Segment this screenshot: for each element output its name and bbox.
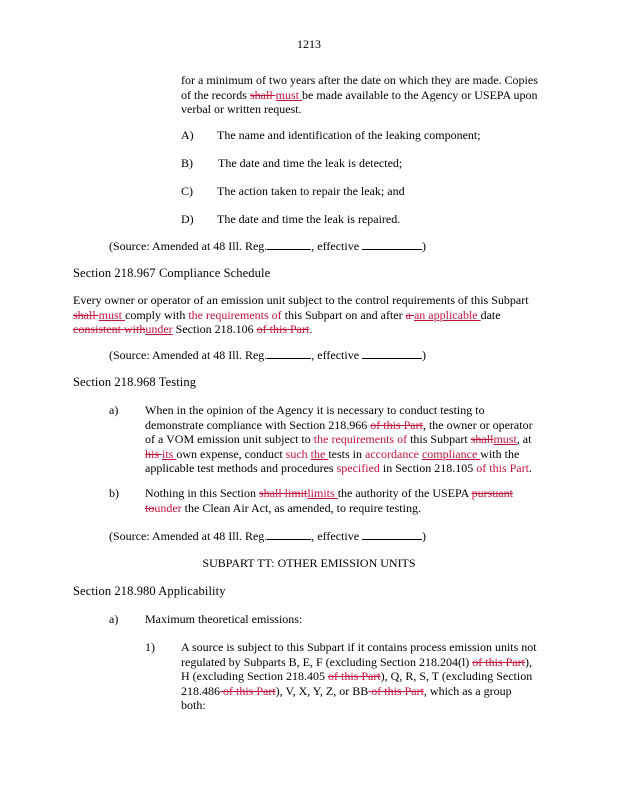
deleted-text: of this Part [368, 683, 424, 698]
deleted-text: to [145, 500, 155, 515]
list-item-text: The date and time the leak is repaired. [217, 212, 401, 226]
source-note: (Source: Amended at 48 Ill. Reg. , effective ) [109, 348, 427, 362]
paragraph-line: H (excluding Section 218.405 of this Part), Q, R, S, T (excluding Section [181, 669, 533, 684]
list-item-label: B) [181, 156, 193, 170]
deleted-text: a [405, 307, 414, 322]
paragraph-line: both: [181, 698, 206, 713]
blank-line [362, 528, 422, 540]
list-item-text: The action taken to repair the leak; and [217, 184, 405, 198]
section-heading: Section 218.980 Applicability [73, 584, 226, 598]
inserted-text: under [145, 322, 173, 337]
paragraph-line: consistent withunder Section 218.106 of this Part. [73, 322, 313, 337]
deleted-text: his [145, 446, 163, 461]
paragraph-line: regulated by Subparts B, E, F (excluding Section 218.204(l) of this Part), [181, 654, 532, 669]
blank-line [267, 528, 311, 540]
source-note: (Source: Amended at 48 Ill. Reg. , effective ) [109, 529, 427, 543]
inserted-text: the requirements of [313, 432, 411, 447]
section-heading: Section 218.968 Testing [73, 375, 197, 389]
inserted-text: such [285, 446, 311, 461]
page-number: 1213 [297, 37, 321, 51]
inserted-text: must [493, 432, 517, 447]
deleted-text: pursuant [471, 486, 513, 500]
deleted-text: of this Part [472, 654, 525, 669]
paragraph-line: his its own expense, conduct such the tests in accordance compliance with the [145, 446, 520, 461]
compliance-schedule-paragraph [73, 293, 553, 337]
paragraph-line: shall must comply with the requirements of this Subpart on and after a an applicable date [73, 307, 501, 322]
subsection-label: a) [109, 403, 119, 417]
deleted-text: of this Part [256, 322, 310, 337]
inserted-text: the requirements of [188, 307, 285, 322]
deleted-text: of this Part [327, 669, 381, 684]
blank-line [362, 347, 422, 359]
subsection-label: b) [109, 486, 119, 500]
inserted-text: limits [307, 486, 338, 500]
applicability-paragraph [181, 640, 561, 713]
paragraph-line: applicable test methods and procedures specified in Section 218.105 of this Part. [145, 461, 532, 476]
paragraph-line: demonstrate compliance with Section 218.966 of this Part, the owner or operator [145, 417, 533, 432]
list-item-text: The date and time the leak is detected; [218, 156, 403, 170]
subsection-text: Maximum theoretical emissions: [145, 612, 303, 626]
inserted-text: the [310, 446, 329, 461]
deleted-text: shall [470, 432, 494, 447]
inserted-text: of this Part [476, 461, 529, 476]
list-item-text: The name and identification of the leaking component; [217, 128, 481, 142]
inserted-text: must [98, 307, 126, 322]
paragraph-line: 218.486 of this Part), V, X, Y, Z, or BB of this Part, which as a group [181, 683, 512, 698]
intro-line-1: for a minimum of two years after the date on which they are made. Copies [181, 73, 538, 87]
source-note: (Source: Amended at 48 Ill. Reg. , effective ) [109, 239, 427, 253]
inserted-text: under [154, 500, 182, 515]
blank-line [267, 347, 311, 359]
inserted-text: accordance [365, 446, 422, 461]
subpart-heading: SUBPART TT: OTHER EMISSION UNITS [202, 556, 416, 570]
list-item-label: A) [181, 128, 194, 142]
paragraph-line: tounder the Clean Air Act, as amended, to require testing. [145, 500, 421, 515]
blank-line [362, 238, 422, 250]
paragraph-line: When in the opinion of the Agency it is necessary to conduct testing to [145, 403, 485, 417]
inserted-text: its [162, 446, 177, 461]
deleted-text: consistent with [73, 322, 146, 337]
intro-line-3: verbal or written request. [181, 102, 302, 117]
inserted-text: compliance [421, 446, 481, 461]
item-label: 1) [145, 640, 155, 654]
intro-line-2: of the records shall must be made available to the Agency or USEPA upon [181, 87, 538, 102]
records-retention-paragraph [181, 73, 561, 117]
testing-paragraph-a [145, 403, 545, 476]
paragraph-line: of a VOM emission unit subject to the requirements of this Subpart shallmust, at [145, 432, 532, 447]
deleted-text: shall limit [259, 486, 308, 500]
deleted-text: of this Part [370, 417, 423, 432]
list-item-label: C) [181, 184, 193, 198]
testing-paragraph-b [145, 486, 545, 515]
blank-line [267, 238, 311, 250]
inserted-text: specified [336, 461, 383, 476]
deleted-text: of this Part [220, 683, 276, 698]
list-item-label: D) [181, 212, 194, 226]
deleted-text: shall [249, 87, 276, 102]
deleted-text: shall [73, 307, 99, 322]
section-heading: Section 218.967 Compliance Schedule [73, 266, 271, 280]
paragraph-line: A source is subject to this Subpart if it contains process emission units not [181, 640, 537, 654]
subsection-label: a) [109, 612, 119, 626]
paragraph-line: Every owner or operator of an emission unit subject to the control requirements of this Subpart [73, 293, 529, 307]
inserted-text: must [275, 87, 302, 102]
inserted-text: an applicable [413, 307, 481, 322]
paragraph-line: Nothing in this Section shall limitlimits the authority of the USEPA pursuant [145, 486, 513, 500]
